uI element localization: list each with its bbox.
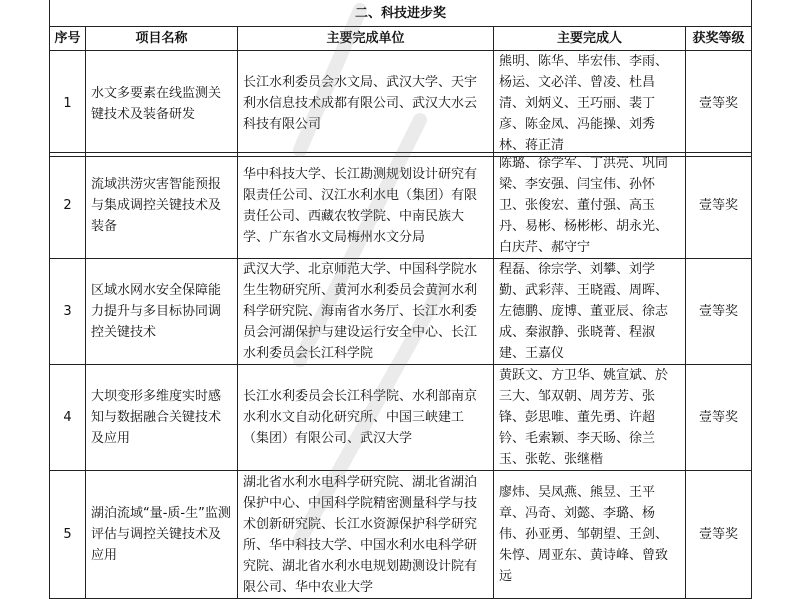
project-name: 湖泊流域“量-质-生”监测评估与调控关键技术及应用	[86, 471, 238, 599]
header-people: 主要完成人	[494, 27, 686, 51]
completion-people: 程磊、徐宗学、刘攀、刘学勤、武彩萍、王晓霞、周晖、左德鹏、庞博、董亚辰、徐志成、秦淑静、张晓菁、程淑建、王嘉仪	[494, 259, 686, 365]
section-row	[50, 0, 752, 27]
awards-table-continued	[49, 152, 752, 599]
completion-people: 廖炜、吴凤燕、熊昱、王平章、冯奇、刘懿、李璐、杨伟、孙亚勇、邹朝望、王剑、朱惇、周亚东、黄诗峰、曾致远	[494, 471, 686, 599]
project-name: 大坝变形多维度实时感知与数据融合关键技术及应用	[86, 365, 238, 471]
table-row	[50, 259, 752, 365]
table-row	[50, 471, 752, 599]
row-number: 5	[50, 471, 86, 599]
completion-people: 熊明、陈华、毕宏伟、李雨、杨运、文必洋、曾凌、杜昌清、刘炳义、王巧丽、裴丁彦、陈金凤、冯能操、刘秀林、蒋正清	[494, 51, 686, 157]
row-number: 1	[50, 51, 86, 157]
completion-units: 武汉大学、北京师范大学、中国科学院水生生物研究所、黄河水利委员会黄河水利科学研究院、海南省水务厅、长江水利委员会河湖保护与建设运行安全中心、长江水利委员会长江科学院	[238, 259, 494, 365]
table-row	[50, 51, 752, 157]
awards-table	[49, 0, 752, 157]
award-level: 壹等奖	[686, 259, 752, 365]
row-number: 2	[50, 153, 86, 259]
table-row	[50, 365, 752, 471]
row-number: 4	[50, 365, 86, 471]
completion-units: 长江水利委员会水文局、武汉大学、天宇利水信息技术成都有限公司、武汉大水云科技有限公司	[238, 51, 494, 157]
award-level: 壹等奖	[686, 153, 752, 259]
header-award: 获奖等级	[686, 27, 752, 51]
project-name: 水文多要素在线监测关键技术及装备研发	[86, 51, 238, 157]
table-row	[50, 153, 752, 259]
header-name: 项目名称	[86, 27, 238, 51]
completion-people: 黄跃文、方卫华、姚宣斌、於三大、邹双朝、周芳芳、张锋、彭思唯、董先勇、许超钤、毛索颖、李天旸、徐兰玉、张乾、张继楷	[494, 365, 686, 471]
section-title: 二、科技进步奖	[50, 0, 752, 27]
header-units: 主要完成单位	[238, 27, 494, 51]
award-level: 壹等奖	[686, 471, 752, 599]
header-row	[50, 27, 752, 51]
award-level: 壹等奖	[686, 51, 752, 157]
project-name: 流域洪涝灾害智能预报与集成调控关键技术及装备	[86, 153, 238, 259]
completion-units: 华中科技大学、长江勘测规划设计研究有限责任公司、汉江水利水电（集团）有限责任公司、西藏农牧学院、中南民族大学、广东省水文局梅州水文分局	[238, 153, 494, 259]
completion-units: 长江水利委员会长江科学院、水利部南京水利水文自动化研究所、中国三峡建工（集团）有限公司、武汉大学	[238, 365, 494, 471]
project-name: 区域水网水安全保障能力提升与多目标协同调控关键技术	[86, 259, 238, 365]
completion-units: 湖北省水利水电科学研究院、湖北省湖泊保护中心、中国科学院精密测量科学与技术创新研究院、长江水资源保护科学研究所、华中科技大学、中国水利水电科学研究院、湖北省水利水电规划勘测设计院有限公司、华中农业大学	[238, 471, 494, 599]
award-level: 壹等奖	[686, 365, 752, 471]
row-number: 3	[50, 259, 86, 365]
completion-people: 陈璐、徐学军、丁洪亮、巩同梁、李安强、闫宝伟、孙怀卫、张俊宏、董付强、高玉丹、易彬、杨彬彬、胡永光、白庆芹、郝守宁	[494, 153, 686, 259]
header-no: 序号	[50, 27, 86, 51]
